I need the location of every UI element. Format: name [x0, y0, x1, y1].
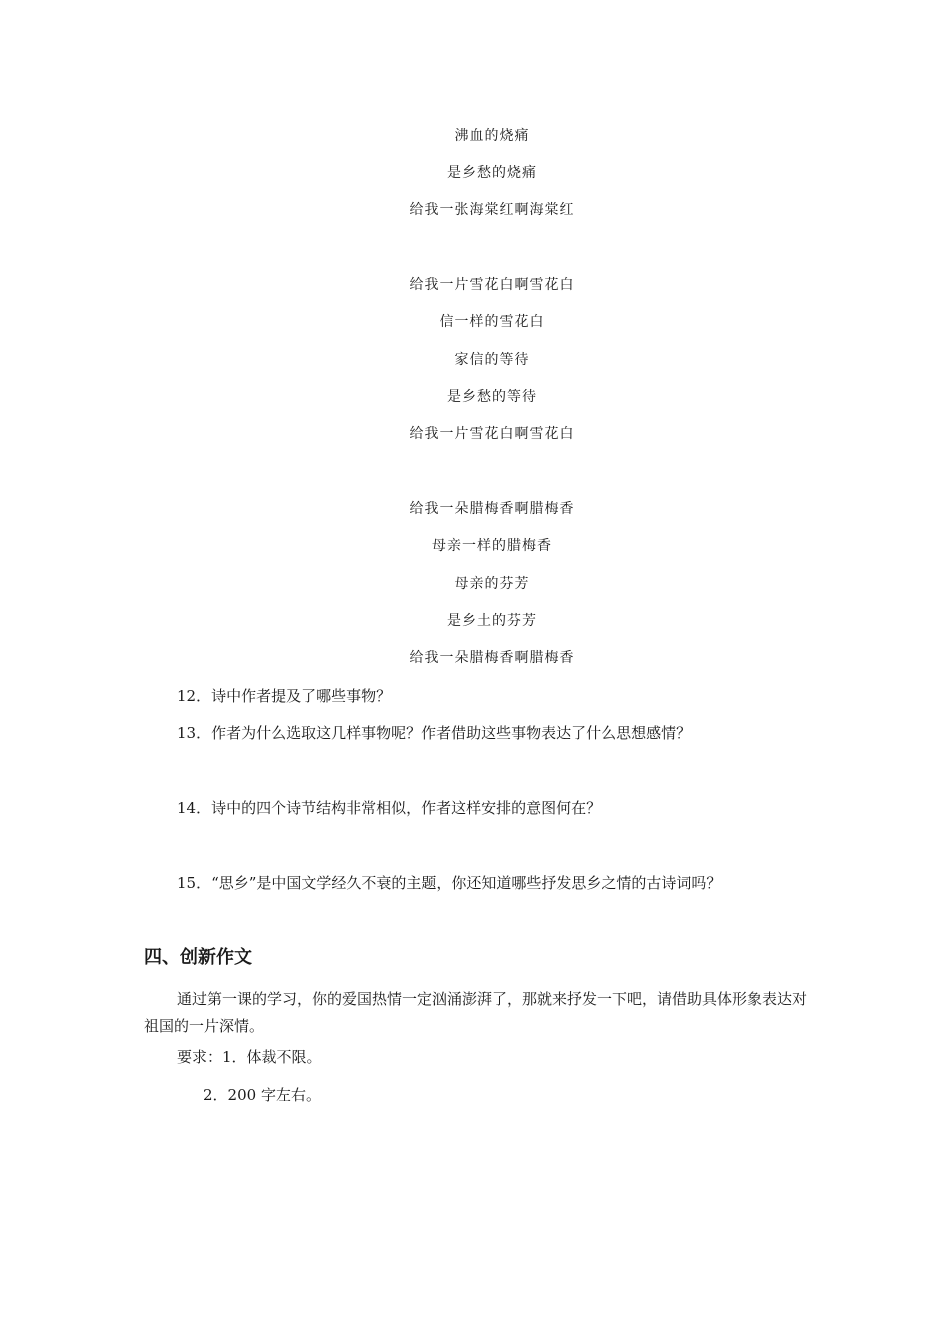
- question-13: 13．作者为什么选取这几样事物呢？作者借助这些事物表达了什么思想感情？: [177, 724, 692, 742]
- poem-line: 母亲一样的腊梅香: [432, 538, 552, 554]
- poem-line: 是乡土的芬芳: [447, 613, 537, 629]
- requirement-2: 2．200 字左右。: [203, 1086, 321, 1104]
- poem-line: 是乡愁的等待: [447, 389, 537, 405]
- poem-line: 是乡愁的烧痛: [447, 165, 537, 181]
- poem-line: 信一样的雪花白: [439, 314, 545, 330]
- composition-prompt: 通过第一课的学习，你的爱国热情一定汹涌澎湃了，那就来抒发一下吧，请借助具体形象表达对祖国的一片深情。: [144, 990, 808, 1035]
- poem-line: 沸血的烧痛: [454, 128, 530, 144]
- poem-line: 给我一片雪花白啊雪花白: [409, 277, 575, 293]
- section-heading: 四、创新作文: [144, 947, 252, 968]
- poem-line: 给我一朵腊梅香啊腊梅香: [409, 501, 575, 517]
- poem-line: 家信的等待: [454, 352, 530, 368]
- poem-line: 母亲的芬芳: [454, 576, 530, 592]
- requirement-1: 要求：1．体裁不限。: [177, 1048, 322, 1066]
- poem-line: 给我一片雪花白啊雪花白: [409, 426, 575, 442]
- question-15: 15．“思乡”是中国文学经久不衰的主题，你还知道哪些抒发思乡之情的古诗词吗？: [177, 874, 722, 892]
- poem-line: 给我一朵腊梅香啊腊梅香: [409, 650, 575, 666]
- question-14: 14．诗中的四个诗节结构非常相似，作者这样安排的意图何在？: [177, 799, 602, 817]
- poem-line: 给我一张海棠红啊海棠红: [409, 202, 575, 218]
- question-12: 12．诗中作者提及了哪些事物？: [177, 687, 392, 705]
